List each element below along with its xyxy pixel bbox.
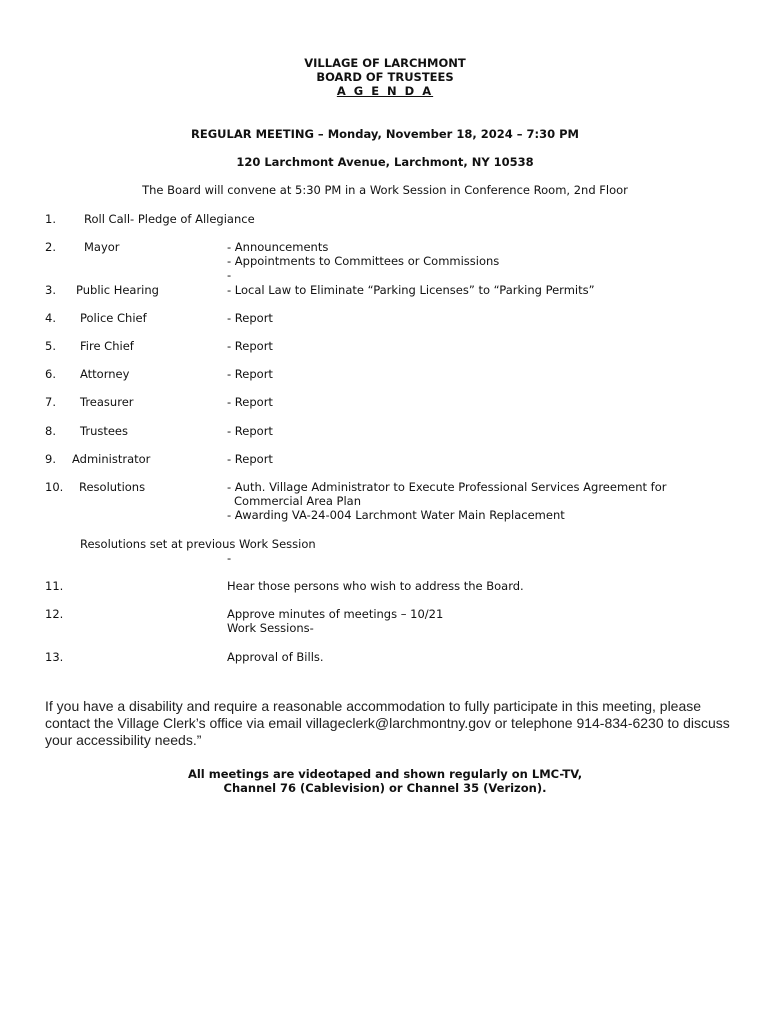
item-number: 6. xyxy=(45,367,56,381)
item-detail: - Auth. Village Administrator to Execute Professional Services Agreement for xyxy=(227,480,667,494)
footer-line: Channel 76 (Cablevision) or Channel 35 (Verizon). xyxy=(223,781,547,795)
item-label: Roll Call- Pledge of Allegiance xyxy=(84,212,255,226)
item-number: 8. xyxy=(45,424,56,438)
item-detail: Approval of Bills. xyxy=(227,650,324,664)
item-detail: - Report xyxy=(227,367,273,381)
item-detail: - Report xyxy=(227,311,273,325)
item-detail: - Awarding VA-24-004 Larchmont Water Main Replacement xyxy=(227,508,565,522)
item-number: 13. xyxy=(45,650,64,664)
item-detail: - Local Law to Eliminate “Parking Licenses” to “Parking Permits” xyxy=(227,283,595,297)
accessibility-line: your accessibility needs.” xyxy=(45,732,202,748)
accessibility-line: If you have a disability and require a reasonable accommodation to fully participate in this meeting, please xyxy=(45,698,702,714)
item-detail: - xyxy=(227,268,232,282)
item-label: Public Hearing xyxy=(76,283,159,297)
item-label: Attorney xyxy=(80,367,130,381)
meeting-line: REGULAR MEETING – Monday, November 18, 2024 – 7:30 PM xyxy=(191,127,579,141)
item-detail: - Appointments to Committees or Commissions xyxy=(227,254,500,268)
item-number: 5. xyxy=(45,339,56,353)
item-number: 1. xyxy=(45,212,56,226)
item-number: 7. xyxy=(45,395,56,409)
item-number: 10. xyxy=(45,480,64,494)
item-number: 2. xyxy=(45,240,56,254)
item-number: 12. xyxy=(45,607,64,621)
accessibility-line: contact the Village Clerk’s office via email villageclerk@larchmontny.gov or telephone 914-834-6230 to discuss xyxy=(45,715,730,731)
footer-line: All meetings are videotaped and shown regularly on LMC-TV, xyxy=(187,767,583,781)
item-detail: Commercial Area Plan xyxy=(234,494,362,508)
item-detail: - Report xyxy=(227,395,273,409)
item-number: 4. xyxy=(45,311,56,325)
item-detail: - Report xyxy=(227,339,273,353)
item-label: Resolutions xyxy=(79,480,146,494)
item-label: Trustees xyxy=(80,424,128,438)
item-detail: Approve minutes of meetings – 10/21 xyxy=(227,607,444,621)
item-label: Resolutions set at previous Work Session xyxy=(80,537,316,551)
item-label: Police Chief xyxy=(80,311,147,325)
work-session-note: The Board will convene at 5:30 PM in a Work Session in Conference Room, 2nd Floor xyxy=(142,183,628,197)
board-name: BOARD OF TRUSTEES xyxy=(316,70,454,84)
item-number: 9. xyxy=(45,452,56,466)
item-detail: Hear those persons who wish to address the Board. xyxy=(227,579,524,593)
meeting-address: 120 Larchmont Avenue, Larchmont, NY 10538 xyxy=(236,155,534,169)
agenda-title: A G E N D A xyxy=(336,84,434,98)
item-detail: Work Sessions- xyxy=(227,621,314,635)
item-label: Fire Chief xyxy=(80,339,134,353)
item-detail: - Report xyxy=(227,424,273,438)
org-name: VILLAGE OF LARCHMONT xyxy=(304,56,466,70)
item-label: Administrator xyxy=(72,452,151,466)
item-detail: - xyxy=(227,551,232,565)
item-number: 11. xyxy=(45,579,64,593)
item-detail: - Report xyxy=(227,452,273,466)
item-label: Mayor xyxy=(84,240,120,254)
item-label: Treasurer xyxy=(80,395,134,409)
item-detail: - Announcements xyxy=(227,240,329,254)
item-number: 3. xyxy=(45,283,56,297)
